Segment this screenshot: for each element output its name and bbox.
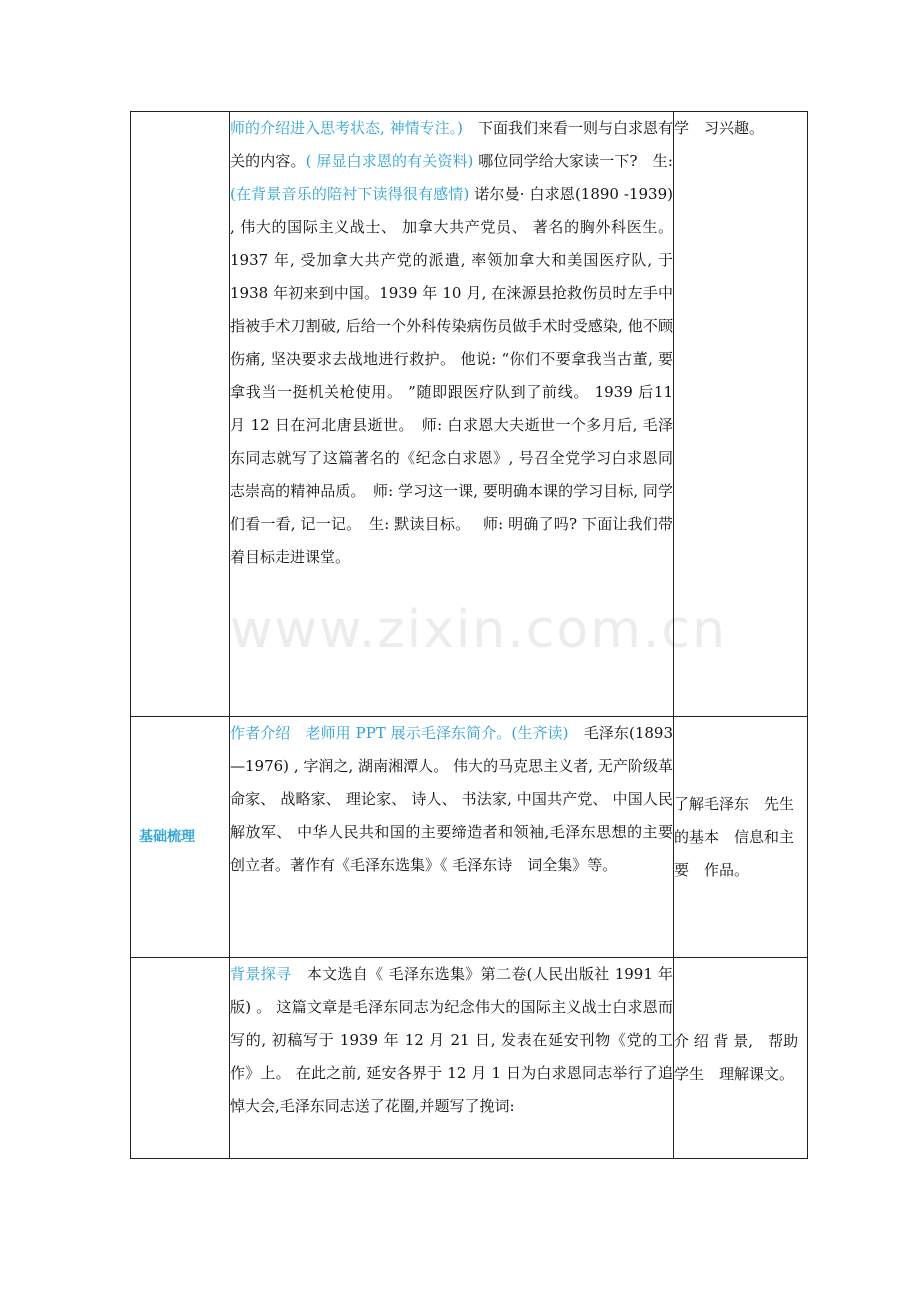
text-segment: 毛泽东(1893—1976) , 字润之, 湖南湘潭人。 伟大的马克思主义者, 无产阶级革命家、 战略家、 理论家、 诗人、 书法家, 中国共产党、 中国人民解放军、 中华人民共和国的主要缔造者和领袖,毛泽东思想的主要创立者。著作有《毛泽东选集》《 毛泽东诗 词全集》等。 (230, 724, 673, 874)
watermark: www.zixin.com.cn (230, 600, 727, 660)
text-segment: 下面我们来看一则与白求恩有关的内容。 (230, 119, 673, 170)
section-label-cell: 基础梳理 (131, 717, 230, 958)
text-segment: 本文选自《 毛泽东选集》第二卷(人民出版社 1991 年版) 。 这篇文章是毛泽东同志为纪念伟大的国际主义战士白求恩而写的, 初稿写于 1939 年 12 月 21 日, 发表在延安刊物《党的工作》上。 在此之前, 延安各界于 12 月 1 日为白求恩同志举行了追悼大会,毛泽东同志送了花圈,并题写了挽词: (230, 965, 673, 1115)
section-label-cell (131, 112, 230, 717)
text-segment: 背景探寻 (230, 965, 292, 983)
content-cell (230, 717, 674, 958)
table-row (131, 112, 808, 717)
text-segment: 哪位同学给大家读一下? 生: (473, 152, 673, 170)
text-segment: 诺尔曼· 白求恩(1890 -1939) , 伟大的国际主义战士、 加拿大共产党员、 著名的胸外科医生。 1937 年, 受加拿大共产党的派遣, 率领加拿大和美国医疗队, 于 1938 年初来到中国。1939 年 10 月, 在涞源县抢救伤员时左手中指被手术刀割破, 后给一个外科传染病伤员做手术时受感染, 他不顾伤痛, 坚决要求去战地进行救护。 他说: “你们不要拿我当古董, 要拿我当一挺机关枪使用。 ”随即跟医疗队到了前线。 1939 后11 月 12 日在河北唐县逝世。 师: 白求恩大夫逝世一个多月后, 毛泽东同志就写了这篇著名的《纪念白求恩》, 号召全党学习白求恩同志崇高的精神品质。 师: 学习这一课, 要明确本课的学习目标, 同学们看一看, 记一记。 生: 默读目标。 师: 明确了吗? 下面让我们带着目标走进课堂。 (230, 185, 673, 566)
text-segment: 师的介绍进入思考状态, 神情专注。) (230, 119, 463, 137)
text-segment: ( 屏显白求恩的有关资料) (305, 152, 474, 170)
table-row (131, 717, 808, 958)
text-segment: 作者介绍 老师用 PPT 展示毛泽东简介。(生齐读) (230, 724, 569, 742)
content-cell (230, 958, 674, 1159)
table-row (131, 958, 808, 1159)
text-segment: (在背景音乐的陪衬下读得很有感情) (230, 185, 470, 203)
lesson-plan-table (130, 111, 808, 1159)
section-label-cell (131, 958, 230, 1159)
goal-cell: 学 习兴趣。 (674, 112, 808, 717)
content-cell (230, 112, 674, 717)
goal-cell: 了解毛泽东 先生的基本 信息和主要 作品。 (674, 717, 808, 958)
goal-cell: 介 绍 背 景, 帮助学生 理解课文。 (674, 958, 808, 1159)
